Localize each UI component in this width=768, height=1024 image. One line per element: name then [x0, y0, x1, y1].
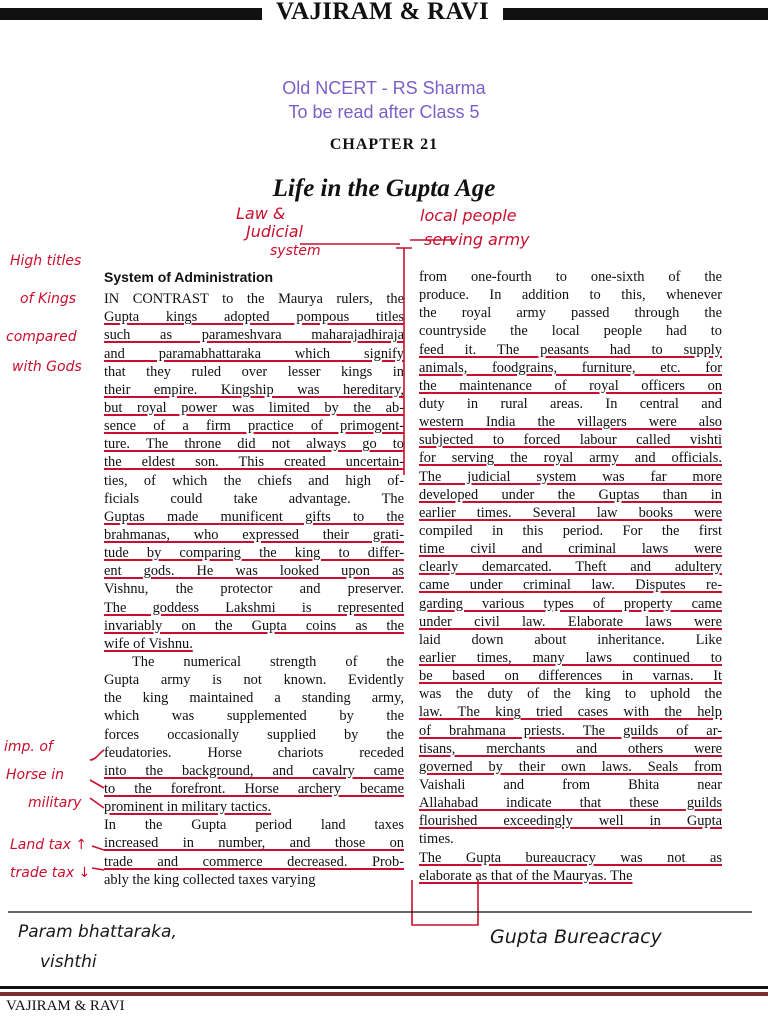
margin-note-2-line-2: Horse in: [6, 767, 64, 783]
text-line: The judicial system was far more: [419, 468, 722, 485]
text-line: brahmanas, who expressed their grati-: [104, 526, 404, 543]
text-line: tisans, merchants and others were: [419, 740, 722, 757]
text-line: governed by their own laws. Seals from: [419, 758, 722, 775]
text-line: the king maintained a standing army,: [104, 690, 404, 707]
footer-rule: [0, 986, 768, 989]
text-line: clearly demarcated. Theft and adultery: [419, 559, 722, 576]
text-line: western India the villagers were also: [419, 414, 722, 431]
text-line: forces occasionally supplied by the: [104, 726, 404, 743]
text-line: into the background, and cavalry came: [104, 762, 404, 779]
text-line: that they ruled over lesser kings in: [104, 363, 404, 380]
text-line: produce. In addition to this, whenever: [419, 287, 722, 304]
margin-note-2-line-3: military: [28, 795, 82, 811]
text-line: earlier times, many laws continued to: [419, 649, 722, 666]
note-line-1: Old NCERT - RS Sharma: [282, 78, 486, 98]
text-line: elaborate as that of the Mauryas. The: [419, 867, 633, 884]
text-line: subjected to forced labour called vishti: [419, 432, 722, 449]
top-note-2-line-1: local people: [420, 206, 517, 225]
text-line: countryside the local people had to: [419, 323, 722, 340]
note-line-2: To be read after Class 5: [288, 102, 480, 122]
text-line: ent gods. He was looked upon as: [104, 563, 404, 580]
footer-rule-accent: [0, 992, 768, 996]
text-line: flourished exceedingly well in Gupta: [419, 813, 722, 830]
text-line: garding various types of property came: [419, 595, 722, 612]
margin-note-1-line-3: compared: [6, 329, 77, 345]
text-line: feed it. The peasants had to supply: [419, 341, 722, 358]
text-line: was the duty of the king to uphold the: [419, 686, 722, 703]
text-line: came under criminal law. Disputes re-: [419, 577, 722, 594]
margin-note-1-line-2: of Kings: [20, 291, 77, 307]
text-line: developed under the Guptas than in: [419, 486, 722, 503]
text-line: and paramabhattaraka which signify: [104, 345, 404, 362]
text-line: wife of Vishnu.: [104, 635, 193, 652]
text-line: laid down about inheritance. Like: [419, 631, 722, 648]
text-line: Gupta kings adopted pompous titles: [104, 309, 404, 326]
text-line: Vishnu, the protector and preserver.: [104, 581, 404, 598]
text-line: the maintenance of royal officers on: [419, 377, 722, 394]
text-line: such as parameshvara maharajadhiraja: [104, 327, 404, 344]
text-line: ties, of which the chiefs and high of-: [104, 472, 404, 489]
header-bar: [0, 0, 768, 28]
text-line: increased in number, and those on: [104, 835, 404, 852]
chapter-label: CHAPTER 21: [329, 136, 439, 153]
right-column-lines: [419, 268, 722, 885]
left-column-lines: [104, 290, 404, 889]
header-brand: VAJIRAM & RAVI: [275, 0, 489, 25]
text-line: to the forefront. Horse archery became: [104, 780, 404, 797]
text-line: sence of a firm practice of primogent-: [104, 418, 404, 435]
text-line: of brahmana priests. The guilds of ar-: [419, 722, 722, 739]
text-line: Vaishali and from Bhita near: [419, 776, 722, 793]
text-line: prominent in military tactics.: [104, 799, 272, 816]
text-line: The goddess Lakshmi is represented: [104, 599, 404, 616]
text-line: IN CONTRAST to the Maurya rulers, the: [104, 291, 404, 308]
text-line: invariably on the Gupta coins as the: [104, 617, 404, 634]
right-column: [419, 268, 722, 885]
text-line: law. The king tried cases with the help: [419, 704, 722, 721]
text-line: Gupta army is not known. Evidently: [104, 672, 404, 689]
bottom-note-right: Gupta Bureacracy: [490, 926, 662, 948]
margin-note-3-line-2: trade tax ↓: [10, 865, 91, 881]
text-line: under civil law. Elaborate laws were: [419, 613, 722, 630]
text-line: their empire. Kingship was hereditary,: [104, 381, 404, 398]
chapter-title: Life in the Gupta Age: [272, 175, 496, 202]
text-line: which was supplemented by the: [104, 708, 404, 725]
text-line: for serving the royal army and officials.: [419, 450, 722, 467]
text-line: compiled in this period. For the first: [419, 522, 722, 539]
margin-note-1-line-1: High titles: [10, 253, 82, 269]
text-line: ably the king collected taxes varying: [104, 871, 316, 888]
text-line: the royal army passed through the: [419, 305, 722, 322]
text-line: The numerical strength of the: [132, 653, 404, 670]
margin-note-1-line-4: with Gods: [12, 359, 82, 375]
text-line: from one-fourth to one-sixth of the: [419, 269, 722, 285]
margin-note-3-line-1: Land tax ↑: [10, 837, 88, 853]
footer-brand: VAJIRAM & RAVI: [6, 998, 125, 1014]
text-line: but royal power was limited by the ab-: [104, 400, 404, 416]
text-line: In the Gupta period land taxes: [104, 817, 404, 834]
section-heading: System of Administration: [104, 269, 274, 285]
text-line: times.: [419, 831, 454, 848]
top-note-1-line-1: Law &: [236, 204, 286, 223]
margin-note-2-line-1: imp. of: [4, 739, 53, 755]
text-line: the eldest son. This created uncertain-: [104, 454, 404, 471]
text-line: time civil and criminal laws were: [419, 541, 722, 558]
text-line: be based on differences in varnas. It: [419, 668, 722, 685]
text-line: animals, foodgrains, furniture, etc. for: [419, 359, 722, 376]
text-line: duty in rural areas. In central and: [419, 395, 722, 412]
top-note-1-line-3: system: [270, 243, 321, 259]
text-line: tude by comparing the king to differ-: [104, 545, 404, 562]
text-line: trade and commerce decreased. Prob-: [104, 853, 404, 870]
text-line: feudatories. Horse chariots receded: [104, 744, 404, 761]
bottom-note-left-line-1: Param bhattaraka,: [18, 922, 177, 942]
text-line: The Gupta bureaucracy was not as: [419, 849, 722, 866]
top-note-2-line-2: serving army: [424, 230, 530, 249]
text-line: ture. The throne did not always go to: [104, 436, 404, 453]
bottom-note-left-line-2: vishthi: [40, 952, 97, 972]
text-line: Allahabad indicate that these guilds: [419, 795, 722, 812]
text-line: ficials could take advantage. The: [104, 490, 404, 507]
header-rule-right: [503, 8, 768, 20]
top-note-1-line-2: Judicial: [246, 222, 303, 241]
left-column: [104, 268, 404, 889]
text-line: earlier times. Several law books were: [419, 504, 722, 521]
header-rule-left: [0, 8, 262, 20]
text-line: Guptas made munificent gifts to the: [104, 508, 404, 525]
